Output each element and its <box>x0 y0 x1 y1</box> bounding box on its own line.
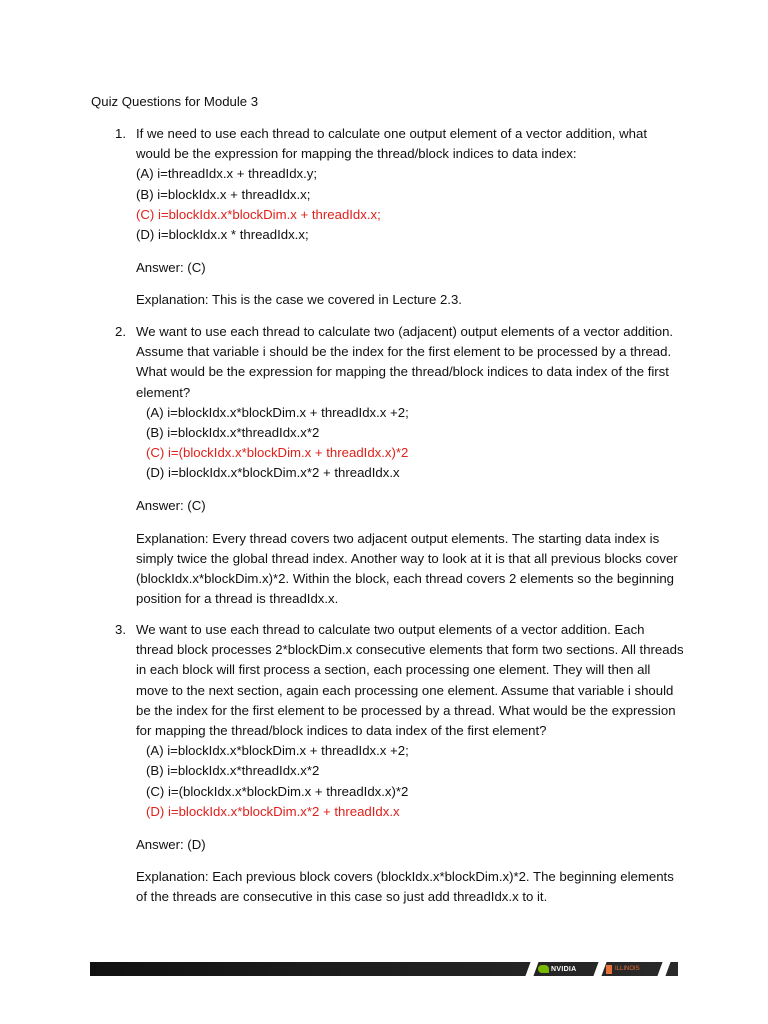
answer: Answer: (C) <box>136 259 206 275</box>
option-a: (A) i=blockIdx.x*blockDim.x + threadIdx.x +2; <box>146 743 409 759</box>
option-list <box>136 164 685 245</box>
illinois-logo <box>606 963 640 975</box>
question-number: 1. <box>115 126 126 141</box>
nvidia-logo <box>538 963 577 975</box>
option-b: (B) i=blockIdx.x*threadIdx.x*2 <box>146 425 320 441</box>
question-text: We want to use each thread to calculate two (adjacent) output elements of a vector addition. Assume that variable i should be the index for the first element to be processed by a thread. What would be the expression for mapping the thread/block indices to data index of the first element? <box>136 324 674 400</box>
option-d: (D) i=blockIdx.x*blockDim.x*2 + threadIdx.x <box>146 465 400 481</box>
option-d: (D) i=blockIdx.x * threadIdx.x; <box>136 227 309 243</box>
answer: Answer: (D) <box>136 836 206 852</box>
option-c-correct: (C) i=blockIdx.x*blockDim.x + threadIdx.x; <box>136 206 381 222</box>
option-c: (C) i=(blockIdx.x*blockDim.x + threadIdx.x)*2 <box>146 783 409 799</box>
option-b: (B) i=blockIdx.x*threadIdx.x*2 <box>146 763 320 779</box>
question-text: If we need to use each thread to calculate one output element of a vector addition, what would be the expression for mapping the thread/block indices to data index: <box>136 126 647 162</box>
question-number: 3. <box>115 622 126 637</box>
document-title: Quiz Questions for Module 3 <box>91 94 259 109</box>
option-a: (A) i=blockIdx.x*blockDim.x + threadIdx.x +2; <box>146 404 409 420</box>
option-list <box>136 403 685 484</box>
option-c-correct: (C) i=(blockIdx.x*blockDim.x + threadIdx.x)*2 <box>146 445 409 461</box>
nvidia-eye-icon <box>538 965 549 973</box>
option-d-correct: (D) i=blockIdx.x*blockDim.x*2 + threadIdx.x <box>146 803 400 819</box>
question-3 <box>115 620 685 908</box>
question-text: We want to use each thread to calculate two output elements of a vector addition. Each thread block processes 2*blockDim.x consecutive elements that form two sections. All threads in each block will first process a section, each processing one element. They will then all move to the next section, again each processing one element. Assume that variable i should be the index for the first element to be processed by a thread. What would be the expression for mapping the thread/block indices to data index of the first element? <box>136 622 684 739</box>
option-b: (B) i=blockIdx.x + threadIdx.x; <box>136 186 311 202</box>
option-list <box>136 741 685 822</box>
question-number: 2. <box>115 324 126 339</box>
illinois-logo-text: ILLINOIS <box>615 966 640 972</box>
footer-bar <box>90 962 678 976</box>
nvidia-logo-text: NVIDIA <box>551 965 577 973</box>
option-a: (A) i=threadIdx.x + threadIdx.y; <box>136 166 318 182</box>
illinois-block-i-icon <box>606 965 612 974</box>
answer: Answer: (C) <box>136 498 206 514</box>
question-2 <box>115 322 685 610</box>
explanation: Explanation: Every thread covers two adjacent output elements. The starting data index is simply twice the global thread index. Another way to look at it is that all previous blocks cover (blockIdx.x*blockDim.x)*2. Within the block, each thread covers 2 elements so the beginning position for a thread is threadIdx.x. <box>136 530 678 607</box>
question-1 <box>115 124 685 311</box>
explanation: Explanation: Each previous block covers (blockIdx.x*blockDim.x)*2. The beginning elements of the threads are consecutive in this case so just add threadIdx.x to it. <box>136 869 674 905</box>
explanation: Explanation: This is the case we covered in Lecture 2.3. <box>136 292 462 308</box>
